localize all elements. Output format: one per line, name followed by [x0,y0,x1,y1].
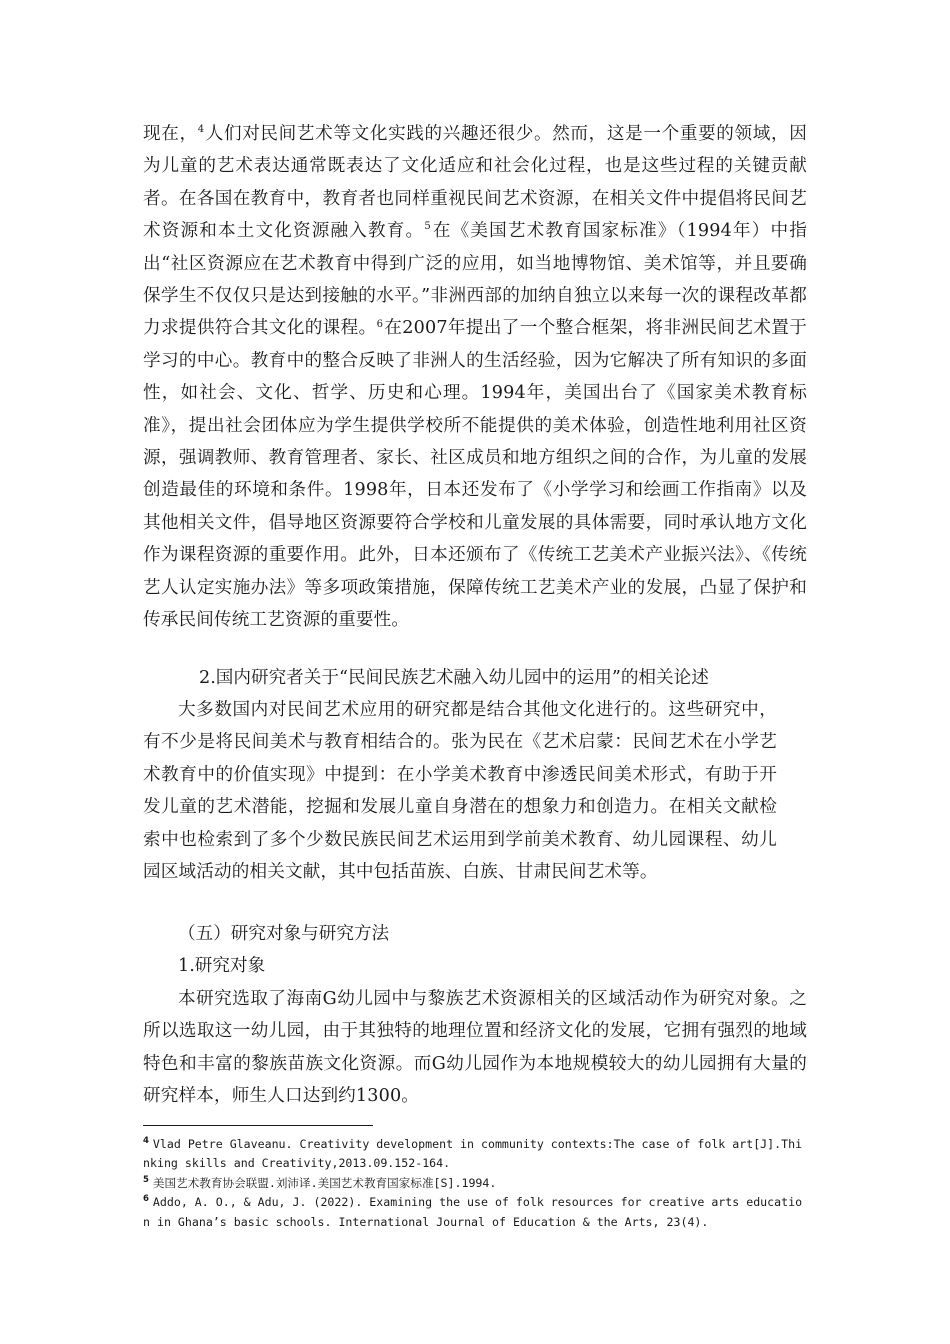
body-paragraph-domestic: 大多数国内对民间艺术应用的研究都是结合其他文化进行的。这些研究中，有不少是将民间美术与教育相结合的。张为民在《艺术启蒙：民间艺术在小学艺术教育中的价值实现》中提到：在小学美术教育中渗透民间美术形式，有助于开发儿童的艺术潜能，挖掘和发展儿童自身潜在的想象力和创造力。在相关文献检索中也检索到了多个少数民族民间艺术运用到学前美术教育、幼儿园课程、幼儿园区域活动的相关文献，其中包括苗族、白族、甘肃民间艺术等。 [143,700,777,883]
para1-part2: 在《美国艺术教育国家标准》（1994年）中指出“社区资源应在艺术教育中得到广泛的应用，如当地博物馆、美术馆等，并且要确保学生不仅仅只是达到接触的水平。”非洲西部的加纳自独立以来每一次的课程改革都力求提供符合其文化的课程。 [143,221,807,339]
footnote-ref-4: 4 [197,124,205,136]
para1-intro: 现在， [143,124,198,144]
footnote-ref-6: 6 [376,318,384,330]
footnote-number: 6 [143,1194,149,1205]
footnote-text: Addo, A. O., & Adu, J. (2022). Examining the use of folk resources for creative arts education in Ghana’s basic schools. International Journal of Education & the Arts, 23(4). [143,1195,803,1229]
footnote-text: 美国艺术教育协会联盟.刘沛译.美国艺术教育国家标准[S].1994. [152,1175,497,1190]
footnote-text: Vlad Petre Glaveanu. Creativity development in community contexts:The case of folk art[J].Thinking skills and Creativity,2013.09.152-164. [143,1137,803,1171]
body-paragraph-intl [143,118,807,637]
footnote-number: 4 [143,1136,149,1147]
footnote-6 [143,1193,807,1232]
para1-part3: 在2007年提出了一个整合框架，将非洲民间艺术置于学习的中心。教育中的整合反映了非洲人的生活经验，因为它解决了所有知识的多面性，如社会、文化、哲学、历史和心理。1994年，美国出台了《国家美术教育标准》，提出社会团体应为学生提供学校所不能提供的美术体验，创造性地利用社区资源，强调教师、教育管理者、家长、社区成员和地方组织之间的合作，为儿童的发展创造最佳的环境和条件。1998年，日本还发布了《小学学习和绘画工作指南》以及其他相关文件，倡导地区资源要符合学校和儿童发展的具体需要，同时承认地方文化作为课程资源的重要作用。此外，日本还颁布了《传统工艺美术产业振兴法》、《传统艺人认定实施办法》等多项政策措施，保障传统工艺美术产业的发展，凸显了保护和传承民间传统工艺资源的重要性。 [143,318,808,631]
para1-part1: 人们对民间艺术等文化实践的兴趣还很少。然而，这是一个重要的领域，因为儿童的艺术表达通常既表达了文化适应和社会化过程，也是这些过程的关键贡献者。在各国在教育中，教育者也同样重视民间艺术资源，在相关文件中提倡将民间艺术资源和本土文化资源融入教育。 [143,124,807,242]
body-paragraph-research-object: 本研究选取了海南G幼儿园中与黎族艺术资源相关的区域活动作为研究对象。之所以选取这一幼儿园，由于其独特的地理位置和经济文化的发展，它拥有强烈的地域特色和丰富的黎族苗族文化资源。而G幼儿园作为本地规模较大的幼儿园拥有大量的研究样本，师生人口达到约1300。 [143,989,807,1107]
footnote-4 [143,1135,807,1174]
subsection-heading-research-object: 1.研究对象 [178,956,266,976]
section-heading-objects-methods: （五）研究对象与研究方法 [178,924,390,944]
footnotes [143,1135,807,1232]
footnote-5 [143,1174,807,1193]
footnote-number: 5 [143,1174,149,1185]
footnote-ref-5: 5 [424,221,431,233]
section-heading-domestic: 2.国内研究者关于“民间民族艺术融入幼儿园中的运用”的相关论述 [199,668,709,688]
footnote-divider [143,1125,373,1126]
